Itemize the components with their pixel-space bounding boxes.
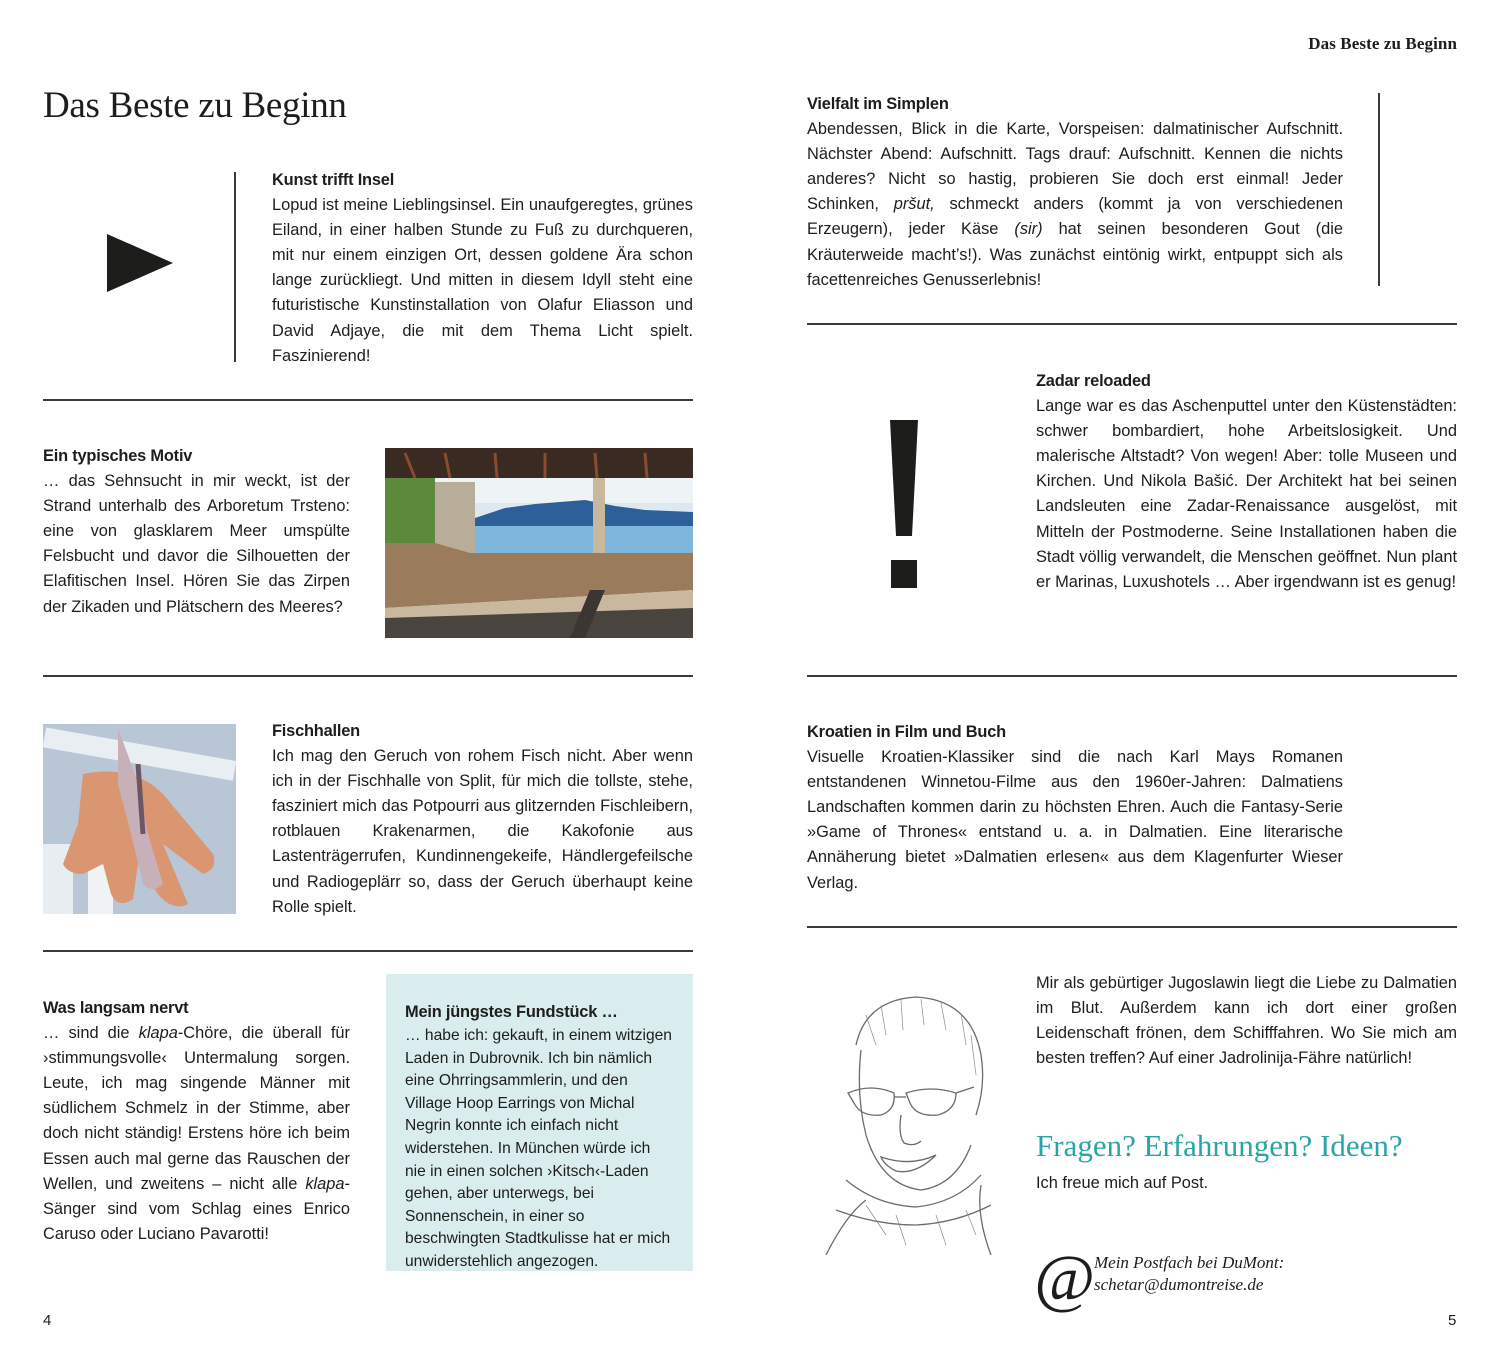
vertical-divider	[234, 172, 236, 362]
section-vielfalt-im-simplen	[807, 92, 1343, 293]
section-title: Kunst trifft Insel	[272, 171, 395, 189]
section-title: Zadar reloaded	[1036, 372, 1151, 390]
section-title: Fischhallen	[272, 722, 360, 740]
loggia-photo-graphic	[385, 448, 693, 638]
section-kunst-trifft-insel	[272, 168, 693, 369]
cta-text: Ich freue mich auf Post.	[1036, 1174, 1209, 1192]
section-text: … sind die klapa-Chöre, die überall für ›stimmungsvolle‹ Untermalung sorgen. Leute, ich mag singende Männer mit südlichem Schmelz in der Stimme, aber doch nicht ständig! Erstens höre ich beim Essen auch mal gerne das Rauschen der Wellen, und zweitens – nicht alle klapa-Sänger sind vom Schlag eines Enrico Caruso oder Luciano Pavarotti!	[43, 1024, 350, 1243]
fundstueck-info-box	[386, 974, 693, 1271]
section-title: Was langsam nervt	[43, 999, 189, 1017]
section-title: Ein typisches Motiv	[43, 447, 193, 465]
section-text: Visuelle Kroatien-Klassiker sind die nach Karl Mays Romanen entstandenen Winnetou-Filme aus den 1960er-Jahren: Dalmatiens Landschaften kommen darin zu höchsten Ehren. Auch die Fantasy-Serie »Game of Thrones« entstand u. a. in Dalmatien. Eine literarische Annäherung bietet »Dalmatien erlesen« aus dem Klagenfurter Wieser Verlag.	[807, 748, 1343, 892]
running-head: Das Beste zu Beginn	[1308, 34, 1457, 53]
page-number-left: 4	[43, 1312, 52, 1329]
section-text: Lopud ist meine Lieblingsinsel. Ein unaufgeregtes, grünes Eiland, in einer halben Stunde zu Fuß zu durchqueren, mit nur einem einzigen Ort, dessen goldene Ära schon lange zurückliegt. Und mitten in diesem Idyll steht eine futuristische Kunstinstallation von Olafur Eliasson und David Adjaye, die mit dem Thema Licht spielt. Faszinierend!	[272, 196, 693, 365]
coastal-loggia-photo	[385, 448, 693, 638]
horizontal-divider	[43, 675, 693, 677]
section-zadar-reloaded	[1036, 369, 1457, 595]
author-bio	[1036, 971, 1457, 1071]
horizontal-divider	[807, 675, 1457, 677]
mail-block	[1094, 1252, 1284, 1296]
section-typisches-motiv	[43, 444, 350, 620]
page-title: Das Beste zu Beginn	[43, 85, 347, 126]
squid-photo-graphic	[43, 724, 236, 914]
section-title: Kroatien in Film und Buch	[807, 723, 1006, 741]
horizontal-divider	[43, 399, 693, 401]
horizontal-divider	[807, 323, 1457, 325]
vertical-divider	[1378, 93, 1380, 286]
section-text: … habe ich: gekauft, in einem witzigen Laden in Dubrovnik. Ich bin nämlich eine Ohrringsammlerin, und den Village Hoop Earrings von Michal Negrin konnte ich einfach nicht widerstehen. In München würde ich nie in einen solchen ›Kitsch‹-Laden gehen, aber unterwegs, bei Sonnenschein, in einer so beschwingten Stadtkulisse hat er mich unwiderstehlich angezogen.	[405, 1027, 672, 1271]
section-kroatien-film-buch	[807, 720, 1343, 896]
section-text: Abendessen, Blick in die Karte, Vorspeisen: dalmatinischer Aufschnitt. Nächster Abend: Aufschnitt. Tags drauf: Aufschnitt. Kennen die nichts anderes? Nicht so hastig, probieren Sie doch erst einmal! Jeder Schinken, pršut, schmeckt anders (kommt ja von verschiedenen Erzeugern), jeder Käse (sir) hat seinen besonderen Gout (die Kräuterweide macht’s!). Was zunächst eintönig wirkt, entpuppt sich als facettenreiches Genusserlebnis!	[807, 120, 1343, 289]
author-pencil-portrait	[806, 975, 1006, 1255]
section-text: Ich mag den Geruch von rohem Fisch nicht. Aber wenn ich in der Fischhalle von Split, für mich die tollste, stehe, fasziniert mich das Potpourri aus glitzernden Fischleibern, rotblauen Krakenarmen, die Kakofonie aus Lastenträgerrufen, Kundinnengekeife, Händlergefeilsche und Radiogeplärr so, dass der Geruch überhaupt keine Rolle spielt.	[272, 747, 693, 916]
section-fundstueck	[405, 1000, 674, 1274]
mail-label: Mein Postfach bei DuMont:	[1094, 1253, 1285, 1272]
exclamation-icon	[888, 420, 920, 588]
portrait-sketch-graphic	[806, 975, 1006, 1255]
squid-in-hand-photo	[43, 724, 236, 914]
triangle-right-icon	[107, 234, 173, 292]
cta-heading: Fragen? Erfahrungen? Ideen?	[1036, 1128, 1403, 1163]
page-number-right: 5	[1448, 1312, 1457, 1329]
horizontal-divider	[43, 950, 693, 952]
section-text: Lange war es das Aschenputtel unter den Küstenstädten: schwer bombardiert, hohe Arbeitslosigkeit. Und malerische Altstadt? Von wegen! Aber: tolle Museen und Kirchen. Und Nikola Bašić. Der Architekt hat bei seinen Landsleuten eine Zadar-Renaissance ausgelöst, mit Mitteln der Postmoderne. Seine Installationen haben die Stadt völlig verwandelt, die Menschen geöffnet. Nun plant er Marinas, Luxushotels … Aber irgendwann ist es genug!	[1036, 397, 1457, 591]
mail-address-link[interactable]: schetar@dumontreise.de	[1094, 1275, 1264, 1294]
at-sign-icon: @	[1034, 1242, 1095, 1315]
section-title: Vielfalt im Simplen	[807, 95, 949, 113]
section-was-langsam-nervt	[43, 996, 350, 1247]
section-text: … das Sehnsucht in mir weckt, ist der Strand unterhalb des Arboretum Trsteno: eine von glasklarem Meer umspülte Felsbucht und davor die Silhouetten der Elafitischen Insel. Hören Sie das Zirpen der Zikaden und Plätschern des Meeres?	[43, 472, 350, 616]
section-title: Mein jüngstes Fundstück …	[405, 1003, 618, 1021]
section-fischhallen	[272, 719, 693, 920]
horizontal-divider	[807, 926, 1457, 928]
author-bio-text: Mir als gebürtiger Jugoslawin liegt die Liebe zu Dalmatien im Blut. Außerdem kann ich dort einer großen Leidenschaft frönen, dem Schifffahren. Wo Sie mich am besten treffen? Auf einer Jadrolinija-Fähre natürlich!	[1036, 974, 1457, 1068]
